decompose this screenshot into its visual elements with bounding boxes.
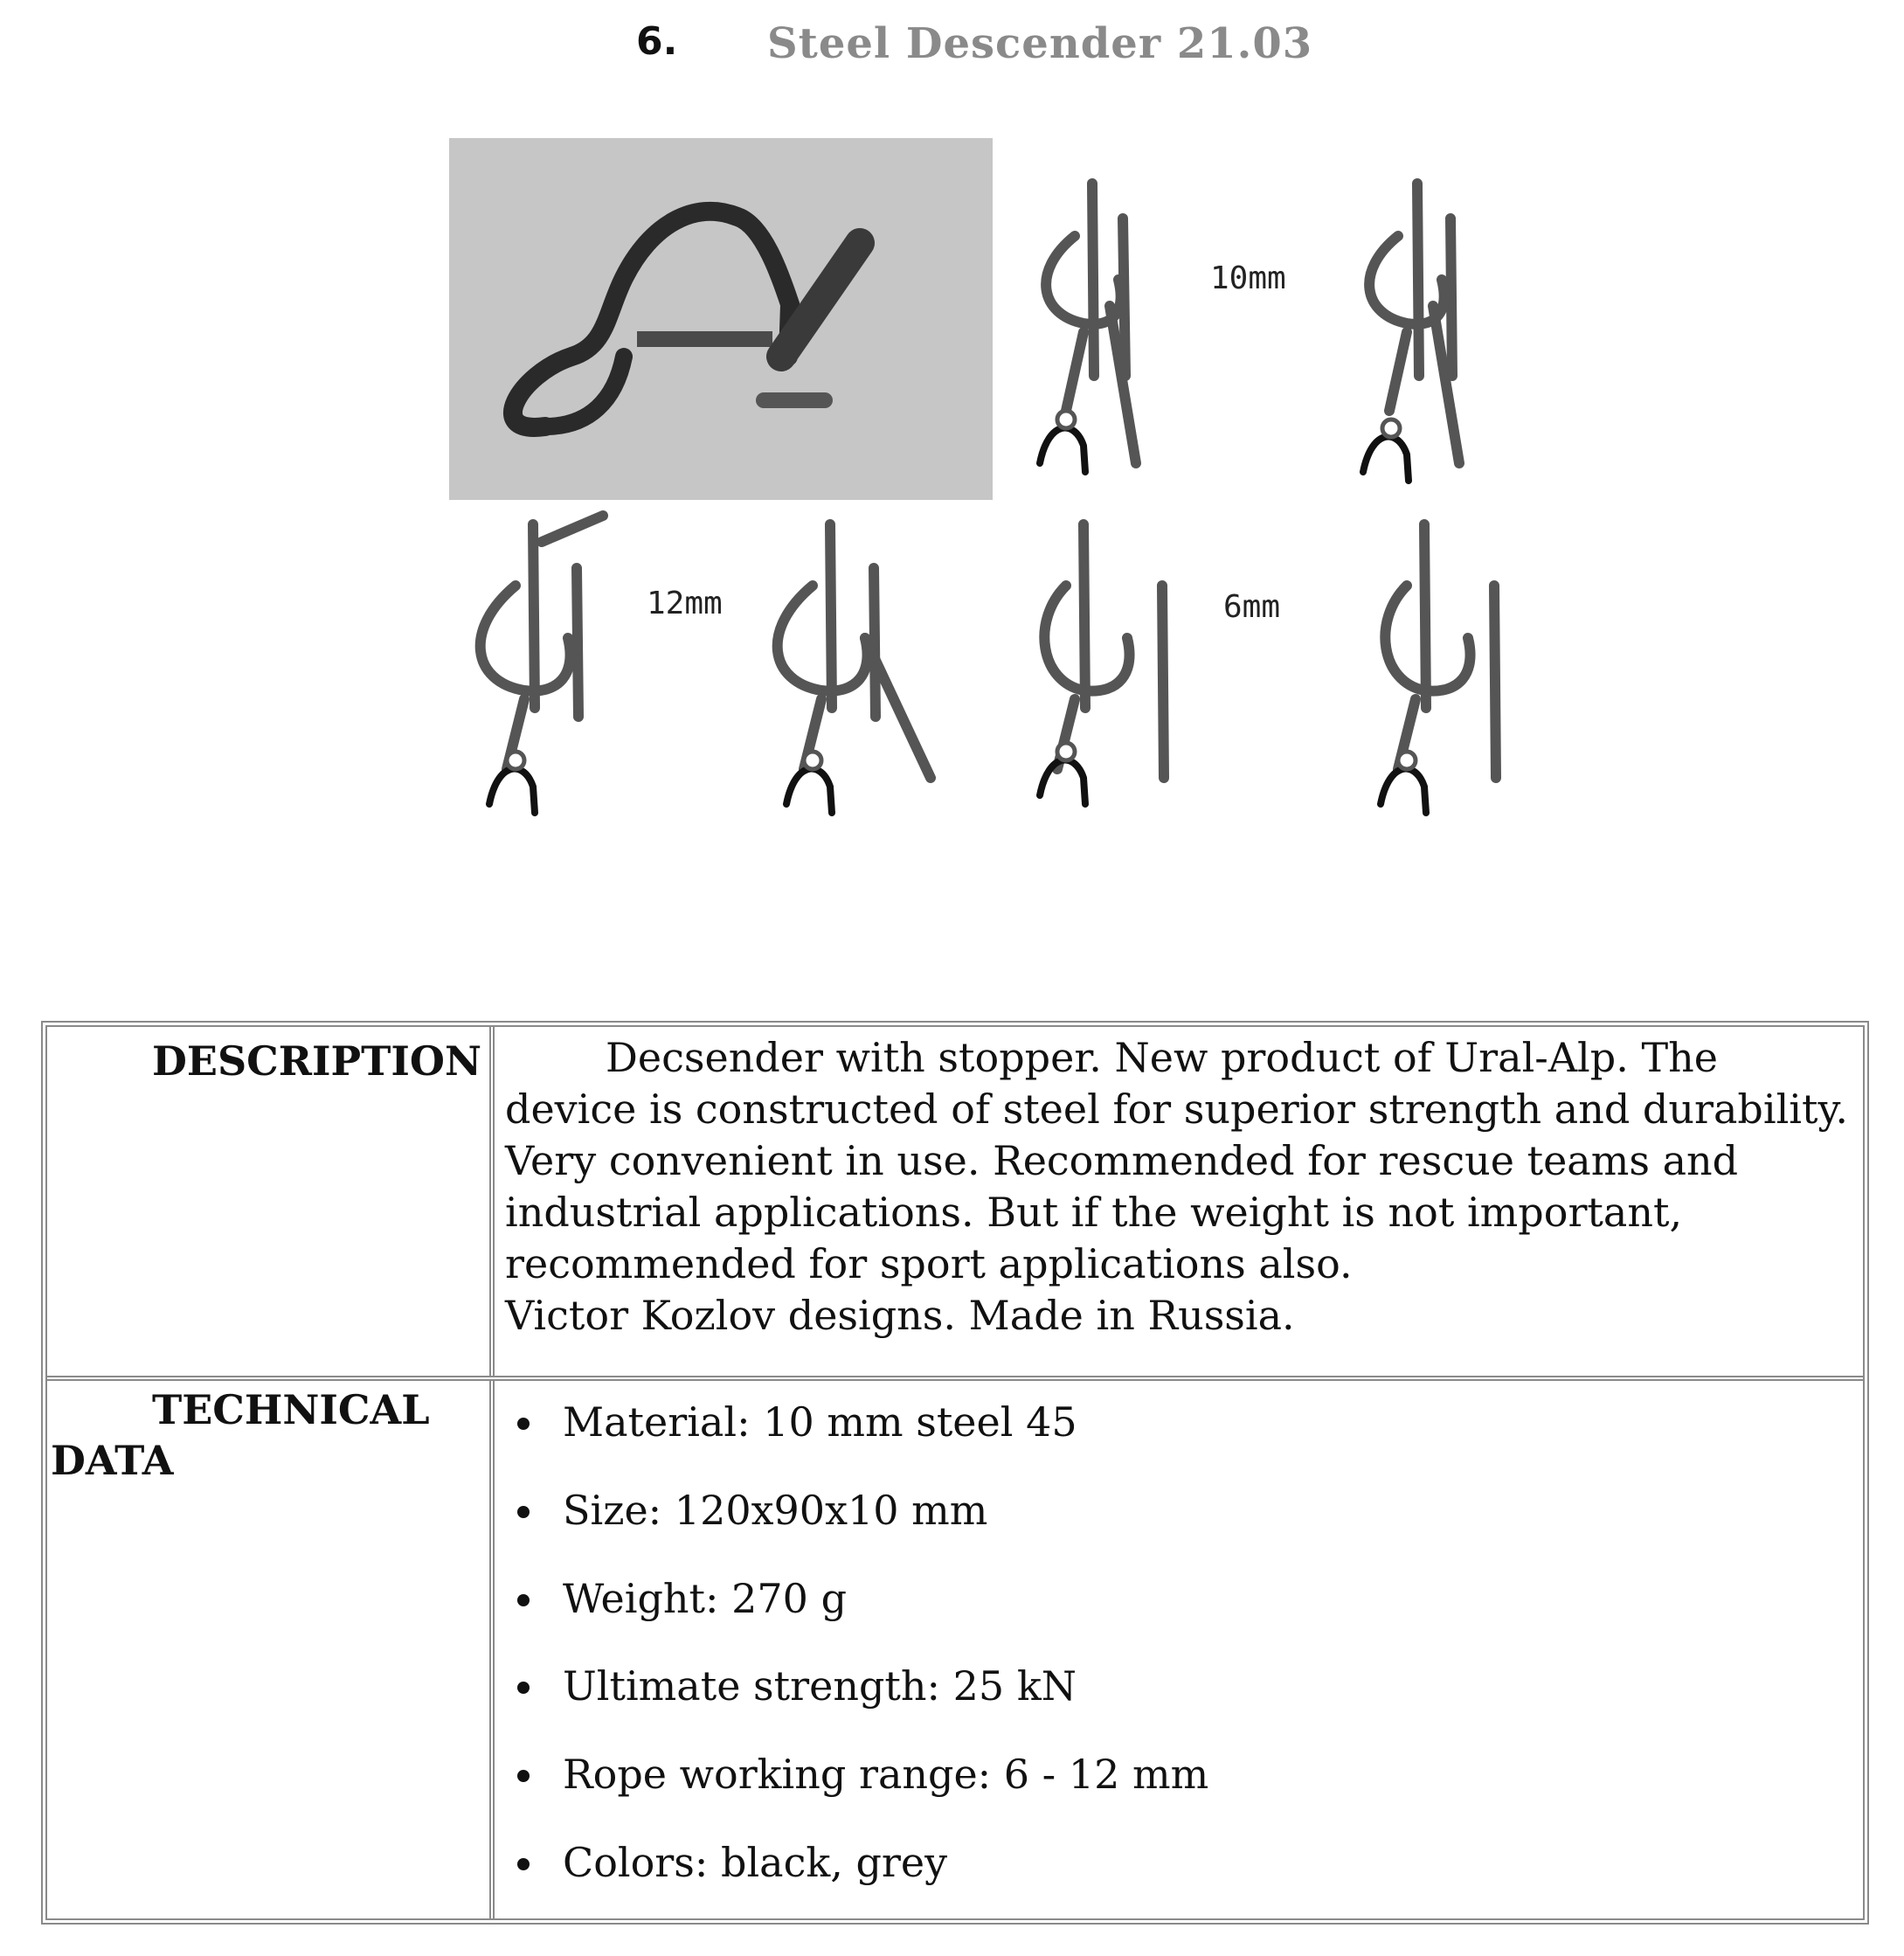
description-credit: Victor Kozlov designs. Made in Russia. [505, 1292, 1295, 1339]
description-text: Decsender with stopper. New product of Ural-Alp. The device is constructed of steel for superior strength and durability. Very convenient in use. Recommended for rescue teams and industrial applications. But if the weight is not important, recommended for sport applications also. [505, 1034, 1848, 1287]
rope-size-label: 12mm [647, 586, 723, 621]
technical-row [47, 1381, 1863, 1918]
spec-table [41, 1021, 1869, 1925]
page-title: Steel Descender 21.03 [767, 19, 1313, 68]
bullet-icon [517, 1418, 530, 1430]
rope-size-label: 6mm [1223, 589, 1281, 625]
product-figure [437, 131, 1538, 830]
page-title-row [0, 19, 1904, 80]
technical-label-line2: DATA [51, 1437, 174, 1484]
descender-device-illustration [449, 138, 993, 500]
list-item: Rope working range: 6 - 12 mm [563, 1751, 1208, 1798]
rope-size-label: 10mm [1210, 260, 1286, 296]
bullet-icon [517, 1858, 530, 1870]
rope-diagrams-top [1014, 131, 1538, 498]
list-item: Ultimate strength: 25 kN [563, 1662, 1077, 1710]
rope-diagrams-bottom [454, 507, 1538, 830]
bullet-icon [517, 1506, 530, 1518]
bullet-icon [517, 1682, 530, 1694]
section-number: 6. [636, 19, 678, 64]
product-photo [449, 138, 993, 500]
description-row [47, 1027, 1863, 1381]
bullet-icon [517, 1770, 530, 1782]
bullet-icon [517, 1594, 530, 1606]
description-text-cell [505, 1032, 1851, 1342]
list-item: Size: 120x90x10 mm [563, 1487, 987, 1534]
technical-label-cell [47, 1381, 495, 1918]
list-item: Material: 10 mm steel 45 [563, 1398, 1077, 1446]
technical-label-line1: TECHNICAL [152, 1386, 430, 1433]
list-item: Colors: black, grey [563, 1839, 947, 1886]
description-label: DESCRIPTION [152, 1037, 481, 1085]
list-item: Weight: 270 g [563, 1575, 847, 1622]
